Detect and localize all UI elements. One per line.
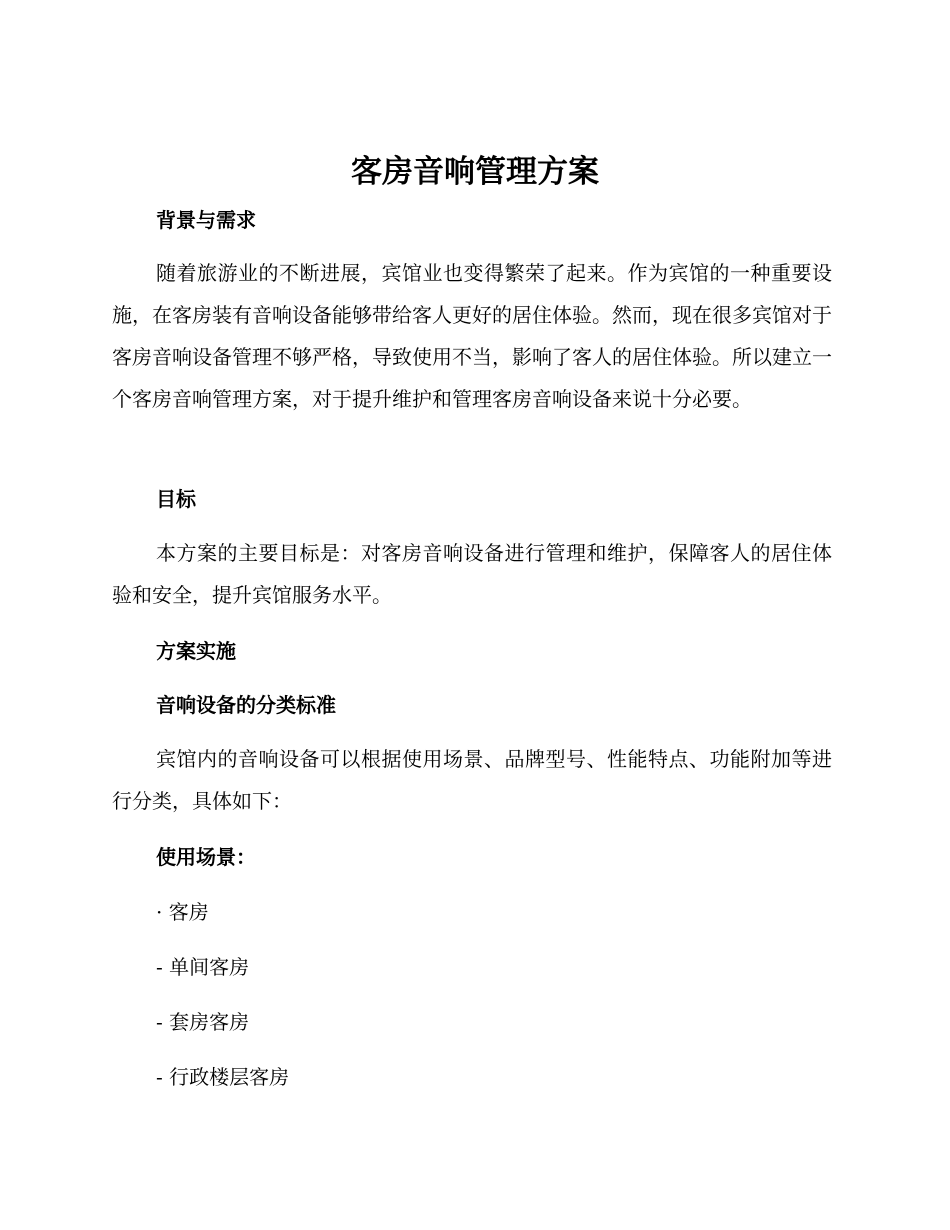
section-heading-classification: 音响设备的分类标准 (156, 693, 336, 717)
paragraph-background: 随着旅游业的不断进展，宾馆业也变得繁荣了起来。作为宾馆的一种重要设施，在客房装有音响设备能够带给客人更好的居住体验。然而，现在很多宾馆对于客房音响设备管理不够严格，导致使用不当，影响了客人的居住体验。所以建立一个客房音响管理方案，对于提升维护和管理客房音响设备来说十分必要。 (112, 261, 832, 411)
paragraph-goal: 本方案的主要目标是：对客房音响设备进行管理和维护，保障客人的居住体验和安全，提升宾馆服务水平。 (112, 541, 832, 607)
paragraph-classification: 宾馆内的音响设备可以根据使用场景、品牌型号、性能特点、功能附加等进行分类，具体如下： (112, 747, 832, 813)
section-heading-usage-scenario: 使用场景： (156, 845, 256, 869)
section-heading-implementation: 方案实施 (156, 639, 236, 663)
section-heading-goal: 目标 (156, 487, 196, 511)
list-item: - 单间客房 (156, 955, 250, 979)
list-item: - 套房客房 (156, 1010, 250, 1034)
section-heading-background: 背景与需求 (156, 208, 256, 232)
list-item: · 客房 (156, 900, 209, 924)
list-item: - 行政楼层客房 (156, 1065, 290, 1089)
document-title: 客房音响管理方案 (351, 154, 599, 190)
